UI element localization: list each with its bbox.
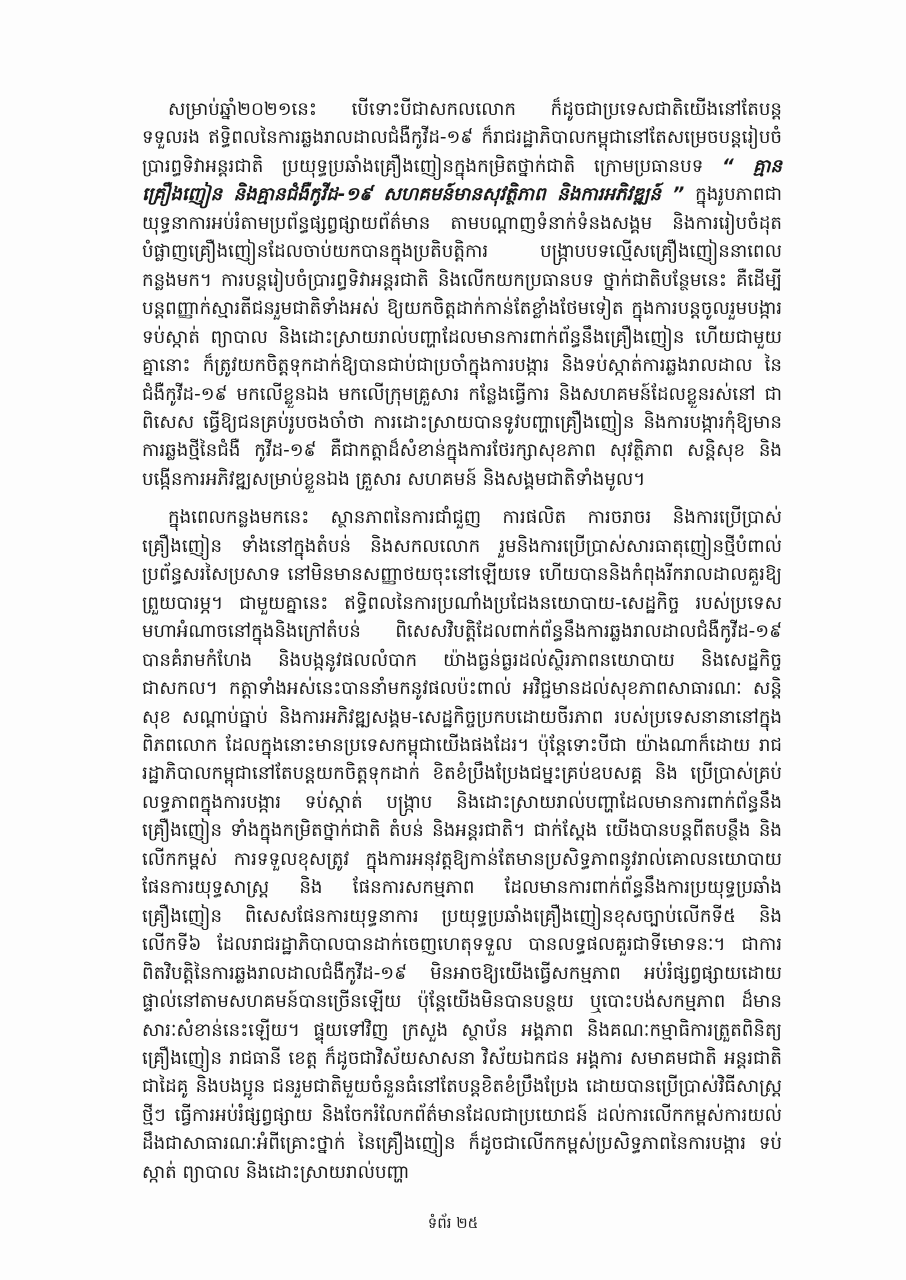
- document-body: [142, 96, 782, 1197]
- paragraph-1: [142, 96, 782, 494]
- paragraph-2: ក្នុងពេលកន្លងមកនេះ ស្ថានភាពនៃការជាំជួញ ការផលិត ការចរាចរ និងការប្រើប្រាស់គ្រឿងញៀន ទាំងនៅក្នុងតំបន់ និងសកលលោក រួមនិងការប្រើប្រាស់សារធាតុញៀនថ្មីបំពាល់ប្រព័ន្ធសរសៃប្រសាទ នៅមិនមានសញ្ញាថយចុះនៅឡើយទេ ហើយបាននិងកំពុងរីករាលដាលគួរឱ្យព្រួយបារម្ភ។ ជាមួយគ្នានេះ ឥទ្ធិពលនៃការប្រណាំងប្រជែងនយោបាយ-សេដ្ឋកិច្ច របស់ប្រទេសមហាអំណាចនៅក្នុងនិងក្រៅតំបន់ ពិសេសវិបត្តិដែលពាក់ព័ន្ធនឹងការឆ្លងរាលដាលជំងឺកូវីដ-១៩ បានគំរាមកំហែង និងបង្កនូវផលលំបាក យ៉ាងធ្ងន់ធ្ងរដល់ស្ថិរភាពនយោបាយ និងសេដ្ឋកិច្ចជាសកល។ កត្តាទាំងអស់នេះបាននាំមកនូវផលប៉ះពាល់ អវិជ្ជមានដល់សុខភាពសាធារណៈ សន្តិសុខ សណ្តាប់ធ្នាប់ និងការអភិវឌ្ឍសង្គម-សេដ្ឋកិច្ចប្រកបដោយចីរភាព របស់ប្រទេសនានានៅក្នុងពិភពលោក ដែលក្នុងនោះមានប្រទេសកម្ពុជាយើងផងដែរ។ ប៉ុន្តែទោះបីជា យ៉ាងណាក៏ដោយ រាជរដ្ឋាភិបាលកម្ពុជានៅតែបន្តយកចិត្តទុកដាក់ ខិតខំប្រឹងប្រែងជម្នះគ្រប់ឧបសគ្គ និង ប្រើប្រាស់គ្រប់លទ្ធភាពក្នុងការបង្ការ ទប់ស្កាត់ បង្ក្រាប និងដោះស្រាយរាល់បញ្ហាដែលមានការពាក់ព័ន្ធនឹង គ្រឿងញៀន ទាំងក្នុងកម្រិតថ្នាក់ជាតិ តំបន់ និងអន្តរជាតិ។ ជាក់ស្តែង យើងបានបន្តពីតបន្ថឹង និងលើកកម្ពស់ ការទទួលខុសត្រូវ ក្នុងការអនុវត្តឱ្យកាន់តែមានប្រសិទ្ធភាពនូវរាល់គោលនយោបាយ ផែនការយុទ្ធសាស្ត្រ និង ផែនការសកម្មភាព ដែលមានការពាក់ព័ន្ធនឹងការប្រយុទ្ធប្រឆាំងគ្រឿងញៀន ពិសេសផែនការយុទ្ធនាការ ប្រយុទ្ធប្រឆាំងគ្រឿងញៀនខុសច្បាប់លើកទី៥ និងលើកទី៦ ដែលរាជរដ្ឋាភិបាលបានដាក់ចេញហេតុទទួល បានលទ្ធផលគួរជាទីមោទនៈ។ ជាការពិតវិបត្តិនៃការឆ្លងរាលដាលជំងឺកូវីដ-១៩ មិនអាចឱ្យយើងធ្វើសកម្មភាព អប់រំផ្សព្វផ្សាយដោយផ្ទាល់នៅតាមសហគមន៍បានច្រើនឡើយ ប៉ុន្តែយើងមិនបានបន្ថយ ឬបោះបង់សកម្មភាព ដ៏មានសារៈសំខាន់នេះឡើយ។ ផ្ទុយទៅវិញ ក្រសួង ស្ថាប័ន អង្គភាព និងគណៈកម្មាធិការត្រួតពិនិត្យគ្រឿងញៀន រាជធានី ខេត្ត ក៏ដូចជាវិស័យសាសនា វិស័យឯកជន អង្គការ សមាគមជាតិ អន្តរជាតិជាដៃគូ និងបងប្អូន ជនរួមជាតិមួយចំនួនធំនៅតែបន្តខិតខំប្រឹងប្រែង ដោយបានប្រើប្រាស់វិធីសាស្រ្តថ្មីៗ ធ្វើការអប់រំផ្សព្វផ្សាយ និងចែករំលែកព័ត៌មានដែលជាប្រយោជន៍ ដល់ការលើកកម្ពស់ការយល់ដឹងជាសាធារណៈអំពីគ្រោះថ្នាក់ នៃគ្រឿងញៀន ក៏ដូចជាលើកកម្ពស់ប្រសិទ្ធភាពនៃការបង្ការ ទប់ស្កាត់ ព្យាបាល និងដោះស្រាយរាល់បញ្ហា: [142, 507, 782, 1183]
- theme-title: “ គ្មានគ្រឿងញៀន និងគ្មានជំងឺកូវីដ-១៩ សហគមន៍មានសុវត្ថិភាព និងការអភិវឌ្ឍន៍ ”: [142, 155, 782, 206]
- paragraph-1-body: ក្នុងរូបភាពជាយុទ្ធនាការអប់រំតាមប្រព័ន្ធផ្សព្វផ្សាយព័ត៌មាន តាមបណ្ដាញទំនាក់ទំនងសង្គម និងការរៀបចំដុតបំផ្លាញគ្រឿងញៀនដែលចាប់យកបានក្នុងប្រតិបត្តិការ បង្ក្រាបបទល្មើសគ្រឿងញៀននាពេលកន្លងមក។ ការបន្តរៀបចំប្រារព្ធទិវាអន្តរជាតិ និងលើកយកប្រធានបទ ថ្នាក់ជាតិបន្ថែមនេះ គឺដើម្បីបន្តពញ្ញាក់ស្មារតីជនរួមជាតិទាំងអស់ ឱ្យយកចិត្តដាក់កាន់តែខ្លាំងថែមទៀត ក្នុងការបន្តចូលរួមបង្ការ ទប់ស្កាត់ ព្យាបាល និងដោះស្រាយរាល់បញ្ហាដែលមានការពាក់ព័ន្ធនឹងគ្រឿងញៀន ហើយជាមួយគ្នានោះ ក៏ត្រូវយកចិត្តទុកដាក់ឱ្យបានជាប់ជាប្រចាំក្នុងការបង្ការ និងទប់ស្កាត់ការឆ្លងរាលដាល នៃជំងឺកូវីដ-១៩ មកលើខ្លួនឯង មកលើក្រុមគ្រួសារ កន្លែងធ្វើការ និងសហគមន៍ដែលខ្លួនរស់នៅ ជាពិសេស ធ្វើឱ្យជនគ្រប់រូបចងចាំថា ការដោះស្រាយបានទូវបញ្ហាគ្រឿងញៀន និងការបង្ការកុំឱ្យមានការឆ្លងថ្មីនៃជំងឺ កូវីដ-១៩ គឺជាកត្តាដ៏សំខាន់ក្នុងការថែរក្សាសុខភាព សុវត្ថិភាព សន្តិសុខ និងបង្កើនការអភិវឌ្ឍសម្រាប់ខ្លួនឯង គ្រួសារ សហគមន៍ និងសង្គមជាតិទាំងមូល។: [142, 184, 782, 490]
- page-number: ទំព័រ ២៥: [427, 1214, 479, 1232]
- paragraph-1-intro: សម្រាប់ឆ្នាំ២០២១នេះ បើទោះបីជាសកលលោក ក៏ដូចជាប្រទេសជាតិយើងនៅតែបន្តទទួលរង ឥទ្ធិពលនៃការឆ្លងរាលដាលជំងឺកូវីដ-១៩ ក៏រាជរដ្ឋាភិបាលកម្ពុជានៅតែសម្រេចបន្តរៀបចំប្រារព្ធទិវាអន្តរជាតិ ប្រយុទ្ធប្រឆាំងគ្រឿងញៀនក្នុងកម្រិតថ្នាក់ជាតិ ក្រោមប្រធានបទ: [142, 99, 782, 177]
